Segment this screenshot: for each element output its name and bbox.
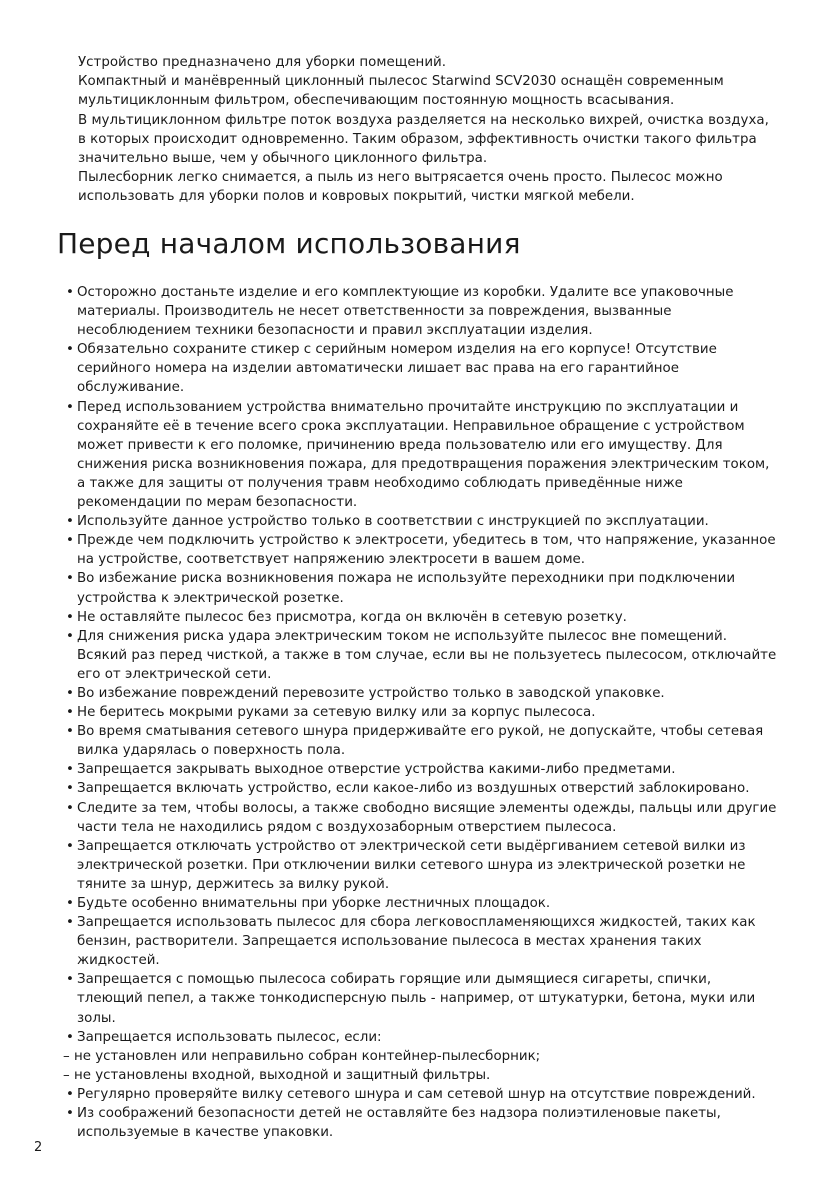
- list-subitem: – не установлен или неправильно собран контейнер-пылесборник;: [63, 1048, 541, 1064]
- intro-paragraph: Устройство предназначено для уборки помещений.: [78, 55, 446, 70]
- intro-text: [78, 53, 778, 207]
- list-item: • Используйте данное устройство только в соответствии с инструкцией по эксплуатации.: [66, 512, 781, 531]
- list-item: • Обязательно сохраните стикер с серийным номером изделия на его корпусе! Отсутствие серийного номера на изделии автоматически лишает вас права на его гарантийное обслуживание.: [66, 340, 781, 397]
- list-item: • Для снижения риска удара электрическим током не используйте пылесос вне помещений. Всякий раз перед чисткой, а также в том случае, если вы не пользуетесь пылесосом, отключайте его от электрической сети.: [66, 627, 781, 684]
- list-item: • Будьте особенно внимательны при уборке лестничных площадок.: [66, 894, 781, 913]
- list-item: • Из соображений безопасности детей не оставляйте без надзора полиэтиленовые пакеты, используемые в качестве упаковки.: [66, 1104, 781, 1142]
- list-item: • Запрещается использовать пылесос, если:: [66, 1028, 781, 1047]
- intro-paragraph: Компактный и манёвренный циклонный пылесос Starwind SCV2030 оснащён современным мультициклонным фильтром, обеспечивающим постоянную мощность всасывания.: [78, 74, 724, 109]
- list-item: • Запрещается включать устройство, если какое-либо из воздушных отверстий заблокировано.: [66, 779, 781, 798]
- list-item: • Запрещается отключать устройство от электрической сети выдёргиванием сетевой вилки из электрической розетки. При отключении вилки сетевого шнура из электрической розетки не тяните за шнур, держитесь за вилку рукой.: [66, 837, 781, 894]
- list-item: • Перед использованием устройства внимательно прочитайте инструкцию по эксплуатации и сохраняйте её в течение всего срока эксплуатации. Неправильное обращение с устройством может привести к его поломке, причинению вреда пользователю или его имуществу. Для снижения риска возникновения пожара, для предотвращения поражения электрическим током, а также для защиты от получения травм необходимо соблюдать приведённые ниже рекомендации по мерам безопасности.: [66, 398, 781, 513]
- section-title: Перед началом использования: [57, 227, 521, 260]
- intro-paragraph: В мультициклонном фильтре поток воздуха разделяется на несколько вихрей, очистка воздуха, в которых происходит одновременно. Таким образом, эффективность очистки такого фильтра значительно выше, чем у обычного циклонного фильтра.: [78, 112, 769, 167]
- list-item: • Во избежание риска возникновения пожара не используйте переходники при подключении устройства к электрической розетке.: [66, 569, 781, 607]
- list-item: • Не оставляйте пылесос без присмотра, когда он включён в сетевую розетку.: [66, 608, 781, 627]
- list-subitem: – не установлены входной, выходной и защитный фильтры.: [63, 1067, 491, 1083]
- list-item: • Прежде чем подключить устройство к электросети, убедитесь в том, что напряжение, указанное на устройстве, соответствует напряжению электросети в вашем доме.: [66, 531, 781, 569]
- intro-paragraph: Пылесборник легко снимается, а пыль из него вытрясается очень просто. Пылесос можно использовать для уборки полов и ковровых покрытий, чистки мягкой мебели.: [78, 170, 723, 205]
- list-item: • Во время сматывания сетевого шнура придерживайте его рукой, не допускайте, чтобы сетевая вилка ударялась о поверхность пола.: [66, 722, 781, 760]
- list-item: • Не беритесь мокрыми руками за сетевую вилку или за корпус пылесоса.: [66, 703, 781, 722]
- list-item: • Во избежание повреждений перевозите устройство только в заводской упаковке.: [66, 684, 781, 703]
- list-item: • Запрещается с помощью пылесоса собирать горящие или дымящиеся сигареты, спички, тлеющий пепел, а также тонкодисперсную пыль - например, от штукатурки, бетона, муки или золы.: [66, 970, 781, 1027]
- list-item: • Осторожно достаньте изделие и его комплектующие из коробки. Удалите все упаковочные материалы. Производитель не несет ответственности за повреждения, вызванные несоблюдением техники безопасности и правил эксплуатации изделия.: [66, 283, 781, 340]
- list-item: • Запрещается использовать пылесос для сбора легковоспламеняющихся жидкостей, таких как бензин, растворители. Запрещается использование пылесоса в местах хранения таких жидкостей.: [66, 913, 781, 970]
- safety-list: [63, 283, 781, 1142]
- list-item: • Запрещается закрывать выходное отверстие устройства какими-либо предметами.: [66, 760, 781, 779]
- list-item: • Следите за тем, чтобы волосы, а также свободно висящие элементы одежды, пальцы или другие части тела не находились рядом с воздухозаборным отверстием пылесоса.: [66, 799, 781, 837]
- page-number: 2: [34, 1140, 43, 1155]
- list-item: • Регулярно проверяйте вилку сетевого шнура и сам сетевой шнур на отсутствие повреждений.: [66, 1085, 781, 1104]
